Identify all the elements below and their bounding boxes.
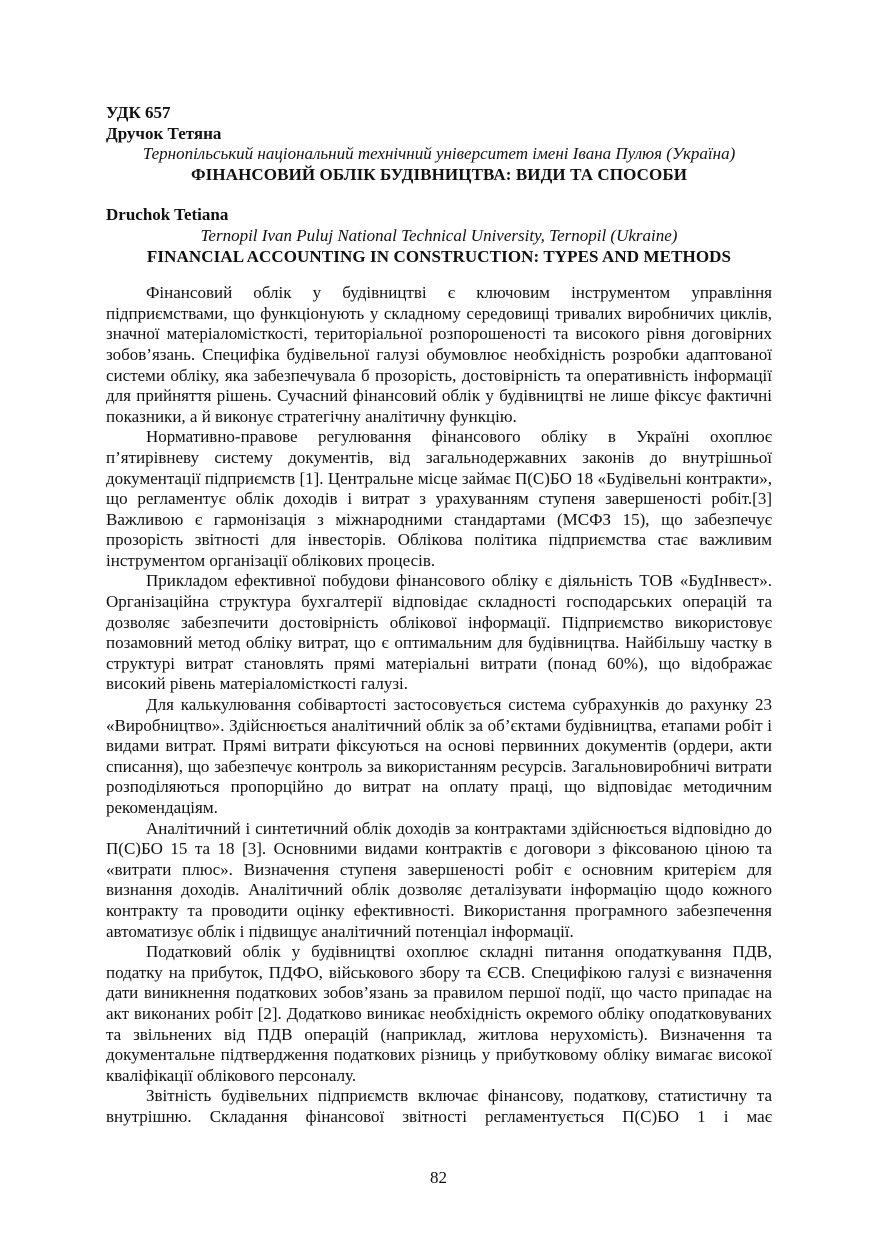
- page-number: 82: [430, 1168, 447, 1187]
- author-name-uk: Дручок Тетяна: [106, 123, 222, 143]
- title-uk: ФІНАНСОВИЙ ОБЛІК БУДІВНИЦТВА: ВИДИ ТА СПОСОБИ: [190, 164, 688, 184]
- udk-code: УДК 657: [106, 103, 171, 122]
- paragraph: Податковий облік у будівництві охоплює складні питання оподаткування ПДВ, податку на прибуток, ПДФО, військового збору та ЄСВ. Специфікою галузі є визначення дати виникнення податкових зобов’язань за правилом першої події, що часто припадає на акт виконаних робіт [2]. Додатково виникає необхідність окремого обліку оподатковуваних та звільнених від ПДВ операцій (наприклад, житлова нерухомість). Визначення та документальне підтвердження податкових різниць у прибутковому обліку вимагає високої кваліфікації облікового персоналу.: [106, 942, 772, 1085]
- title-en: FINANCIAL ACCOUNTING IN CONSTRUCTION: TYPES AND METHODS: [146, 246, 732, 266]
- affiliation-uk: Тернопільський національний технічний університет імені Івана Пулюя (Україна): [142, 144, 736, 164]
- author-name-en: Druchok Tetiana: [106, 205, 229, 225]
- paragraph: Фінансовий облік у будівництві є ключовим інструментом управління підприємствами, що функціонують у складному середовищі тривалих виробничих циклів, значної матеріаломісткості, територіальної розпорошеності та високого рівня договірних зобов’язань. Специфіка будівельної галузі обумовлює необхідність розробки адаптованої системи обліку, яка забезпечувала б прозорість, достовірність та оперативність інформації для прийняття рішень. Сучасний фінансовий облік у будівництві не лише фіксує фактичні показники, а й виконує стратегічну аналітичну функцію.: [106, 283, 772, 426]
- paragraph: Для калькулювання собівартості застосовується система субрахунків до рахунку 23 «Виробництво». Здійснюється аналітичний облік за об’єктами будівництва, етапами робіт і видами витрат. Прямі витрати фіксуються на основі первинних документів (ордери, акти списання), що забезпечує контроль за використанням ресурсів. Загальновиробничі витрати розподіляються пропорційно до витрат на оплату праці, що відповідає методичним рекомендаціям.: [106, 695, 772, 817]
- paragraph: Аналітичний і синтетичний облік доходів за контрактами здійснюється відповідно до П(С)БО 15 та 18 [3]. Основними видами контрактів є договори з фіксованою ціною та «витрати плюс». Визначення ступеня завершеності робіт є основним критерієм для визнання доходів. Аналітичний облік дозволяє деталізувати інформацію щодо кожного контракту та проводити оцінку ефективності. Використання програмного забезпечення автоматизує облік і підвищує аналітичний потенціал інформації.: [106, 818, 772, 941]
- paragraph: Прикладом ефективної побудови фінансового обліку є діяльність ТОВ «БудІнвест». Організаційна структура бухгалтерії відповідає складності господарських операцій та дозволяє забезпечити достовірність облікової інформації. Підприємство використовує позамовний метод обліку витрат, що є оптимальним для будівництва. Найбільшу частку в структурі витрат становлять прямі матеріальні витрати (понад 60%), що відображає високий рівень матеріаломісткості галузі.: [106, 571, 772, 694]
- affiliation-en: Ternopil Ivan Puluj National Technical University, Ternopil (Ukraine): [200, 225, 678, 245]
- article-page: [106, 103, 772, 1128]
- article-body: [106, 283, 772, 1127]
- paragraph: Нормативно-правове регулювання фінансового обліку в Україні охоплює п’ятирівневу систему документів, від загальнодержавних законів до внутрішньої документації підприємств [1]. Центральне місце займає П(С)БО 18 «Будівельні контракти», що регламентує облік доходів і витрат з урахуванням ступеня завершеності робіт.[3] Важливою є гармонізація з міжнародними стандартами (МСФЗ 15), що забезпечує прозорість звітності для інвесторів. Облікова політика підприємства стає важливим інструментом організації облікових процесів.: [106, 427, 772, 570]
- paragraph: Звітність будівельних підприємств включає фінансову, податкову, статистичну та внутрішню. Складання фінансової звітності регламентується П(С)БО 1 і має: [106, 1086, 772, 1126]
